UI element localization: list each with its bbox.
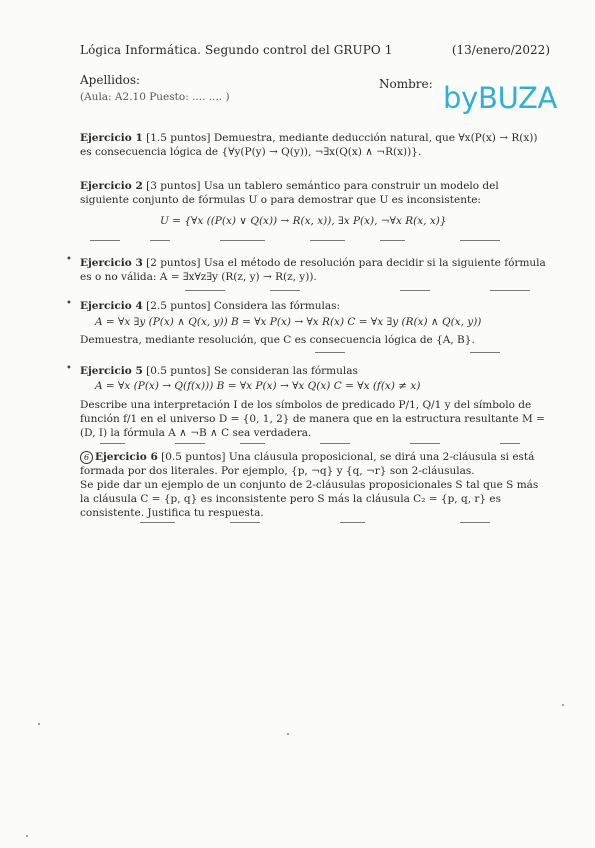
bullet-mark: • <box>66 254 72 265</box>
exercise-5-text2: Describe una interpretación I de los símbolos de predicado P/1, Q/1 y del símbolo de función f/1 en el universo D = {0, 1, 2} de manera que en la estructura resultante M = (D, I) la fórmula A ∧ ¬B ∧ C sea verdadera. <box>80 399 545 439</box>
answer-lines <box>80 290 548 294</box>
nombre-label: Nombre: <box>379 77 433 91</box>
bullet-mark: • <box>66 363 72 374</box>
exercise-6-text2: Se pide dar un ejemplo de un conjunto de 2-cláusulas proposicionales S tal que S más la cláusula C = {p, q} es inconsistente pero S más la cláusula C₂ = {p, q, r} es consistente. Justifica tu respuesta. <box>80 479 539 519</box>
exercise-2 <box>80 179 548 207</box>
scan-speck <box>287 733 289 735</box>
exercise-5-formulas: A = ∀x (P(x) → Q(f(x))) B = ∀x P(x) → ∀x Q(x) C = ∀x (f(x) ≠ x) <box>95 380 421 392</box>
bullet-mark: • <box>66 298 72 309</box>
exercise-2-text: [3 puntos] Usa un tablero semántico para construir un modelo del siguiente conjunto de fórmulas U o para demostrar que U es inconsistente: <box>80 180 499 206</box>
scan-speck <box>562 704 564 706</box>
exercise-5 <box>80 364 548 378</box>
circled-exercise-number: 6 <box>80 451 93 464</box>
exercise-2-label: Ejercicio 2 <box>80 180 143 192</box>
exercise-1-label: Ejercicio 1 <box>80 132 143 144</box>
exercise-3-label: Ejercicio 3 <box>80 257 143 269</box>
exercise-6 <box>80 450 548 478</box>
exercise-4-text2: Demuestra, mediante resolución, que C es consecuencia lógica de {A, B}. <box>80 334 475 346</box>
answer-lines <box>80 240 548 244</box>
exercise-5-label: Ejercicio 5 <box>80 365 143 377</box>
exercise-5-text: [0.5 puntos] Se consideran las fórmulas <box>146 365 358 377</box>
exercise-3 <box>80 256 548 284</box>
exam-title: Lógica Informática. Segundo control del GRUPO 1 <box>80 43 393 57</box>
scan-speck <box>26 835 28 837</box>
exercise-4 <box>80 299 548 313</box>
exam-date: (13/enero/2022) <box>451 43 550 57</box>
exercise-6-text: [0.5 puntos] Una cláusula proposicional, se dirá una 2-cláusula si está formada por dos literales. Por ejemplo, {p, ¬q} y {q, ¬r} son 2-cláusulas. <box>80 451 535 477</box>
answer-lines <box>80 443 548 447</box>
exercise-4-text: [2.5 puntos] Considera las fórmulas: <box>146 300 341 312</box>
exercise-1-text: [1.5 puntos] Demuestra, mediante deducción natural, que ∀x(P(x) → R(x)) es consecuencia lógica de {∀y(P(y) → Q(y)), ¬∃x(Q(x) ∧ ¬R(x))}. <box>80 132 538 158</box>
aula-puesto-label: (Aula: A2.10 Puesto: .... .... ) <box>80 91 230 103</box>
scan-speck <box>38 723 40 725</box>
bybuza-logo: byBUZA <box>443 81 558 115</box>
exercise-2-formula: U = {∀x ((P(x) ∨ Q(x)) → R(x, x)), ∃x P(x), ¬∀x R(x, x)} <box>160 215 447 227</box>
exercise-4-label: Ejercicio 4 <box>80 300 143 312</box>
exercise-3-text: [2 puntos] Usa el método de resolución para decidir si la siguiente fórmula es o no válida: A = ∃x∀z∃y (R(z, y) → R(z, y)). <box>80 257 546 283</box>
apellidos-label: Apellidos: <box>80 73 141 87</box>
exercise-4-formulas: A = ∀x ∃y (P(x) ∧ Q(x, y)) B = ∀x P(x) → ∀x R(x) C = ∀x ∃y (R(x) ∧ Q(x, y)) <box>95 316 482 328</box>
answer-lines <box>80 352 548 356</box>
exercise-6-label: Ejercicio 6 <box>95 451 158 463</box>
answer-lines <box>80 522 548 526</box>
exercise-1 <box>80 131 548 159</box>
